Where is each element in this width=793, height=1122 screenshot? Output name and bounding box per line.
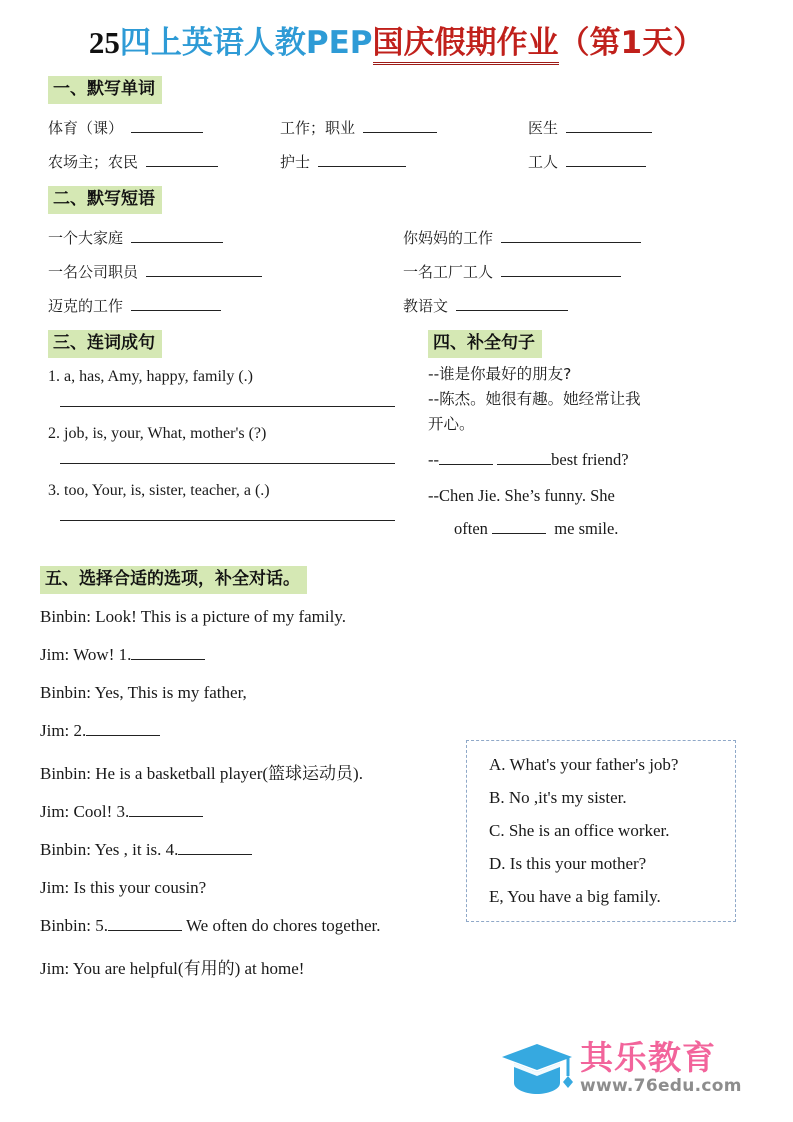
word-label: 体育（课）	[48, 119, 124, 138]
phrase-item	[403, 261, 621, 282]
title-main: 国庆假期作业	[373, 25, 559, 65]
section-4-heading: 四、补全句子	[428, 330, 542, 358]
answer-line[interactable]	[60, 406, 395, 407]
answer-blank[interactable]	[501, 227, 641, 243]
section-4	[420, 330, 793, 542]
answer-blank[interactable]	[497, 450, 551, 465]
phrase-label: 教语文	[403, 297, 449, 316]
section-1-row	[48, 117, 753, 138]
answer-line-text: --Chen Jie. She’s funny. She	[428, 486, 615, 506]
word-label: 农场主；农民	[48, 153, 139, 172]
option-item[interactable]: B. No ,it's my sister.	[489, 788, 627, 807]
section-2-heading-row	[48, 186, 793, 214]
fill-in-suffix: best friend?	[551, 450, 629, 470]
answer-blank[interactable]	[318, 151, 406, 167]
word-item	[528, 117, 652, 138]
logo-website-url: www.76edu.com	[580, 1076, 742, 1096]
word-label: 护士	[280, 153, 311, 172]
title-year-number: 25	[88, 25, 120, 60]
phrase-label: 一个大家庭	[48, 229, 124, 248]
speaker-label: Binbin:	[40, 764, 92, 784]
dialogue-text: Yes, This is my father,	[94, 683, 247, 703]
word-label: 医生	[528, 119, 559, 138]
speaker-label: Jim:	[40, 721, 70, 741]
logo-brand-name: 其乐教育	[580, 1038, 716, 1077]
fill-in-line	[428, 447, 793, 474]
answer-blank[interactable]	[566, 151, 646, 167]
fill-in-line	[428, 516, 793, 543]
sentence-order-question: 2. job, is, your, What, mother's (?)	[48, 425, 267, 442]
prompt-line: --陈杰。她很有趣。她经常让我	[428, 390, 641, 409]
section-1-row	[48, 151, 753, 172]
section-1-heading-row	[48, 76, 793, 104]
speaker-label: Binbin:	[40, 840, 92, 860]
answer-blank[interactable]	[131, 227, 223, 243]
speaker-label: Jim:	[40, 802, 70, 822]
speaker-label: Jim:	[40, 645, 70, 665]
answer-blank[interactable]	[131, 117, 203, 133]
speaker-label: Binbin:	[40, 683, 92, 703]
sentence-order-question: 3. too, Your, is, sister, teacher, a (.)	[48, 482, 270, 499]
section-2-heading: 二、默写短语	[48, 186, 162, 214]
dialogue-text: You are helpful(有用的) at home!	[72, 959, 305, 979]
answer-blank[interactable]	[501, 261, 621, 277]
answer-blank[interactable]	[131, 645, 205, 660]
site-logo	[500, 1040, 742, 1096]
word-item	[280, 117, 528, 138]
answer-blank[interactable]	[131, 295, 221, 311]
speaker-label: Jim:	[40, 959, 70, 979]
word-item	[528, 151, 646, 172]
option-item[interactable]: A. What's your father's job?	[489, 755, 679, 774]
graduation-cap-icon	[500, 1040, 574, 1096]
answer-blank[interactable]	[146, 261, 262, 277]
section-5-heading-row	[40, 566, 793, 594]
dialogue-text: Yes , it is. 4.	[94, 840, 179, 860]
section-2-row	[48, 261, 753, 282]
answer-line[interactable]	[60, 463, 395, 464]
dialogue-text: Cool! 3.	[73, 802, 130, 822]
phrase-item	[48, 295, 403, 316]
answer-blank[interactable]	[439, 450, 493, 465]
phrase-label: 迈克的工作	[48, 297, 124, 316]
answer-blank[interactable]	[108, 916, 182, 931]
answer-blank[interactable]	[146, 151, 218, 167]
prompt-line: 开心。	[428, 415, 475, 434]
section-3	[0, 330, 420, 542]
word-item	[48, 151, 280, 172]
speaker-label: Binbin:	[40, 607, 92, 627]
section-2-row	[48, 227, 753, 248]
dialogue-line	[40, 645, 793, 665]
dialogue-text: Is this your cousin?	[73, 878, 207, 898]
sections-3-4-wrapper	[0, 330, 793, 542]
answer-line[interactable]	[60, 520, 395, 521]
title-day: （第1天）	[558, 25, 705, 61]
answer-blank[interactable]	[178, 840, 252, 855]
answer-blank[interactable]	[492, 519, 546, 534]
dialogue-text: He is a basketball player(篮球运动员).	[95, 764, 363, 784]
section-1-heading: 一、默写单词	[48, 76, 162, 104]
word-item	[48, 117, 280, 138]
answer-blank[interactable]	[363, 117, 437, 133]
phrase-item	[403, 295, 568, 316]
option-item[interactable]: D. Is this your mother?	[489, 854, 647, 873]
dialogue-text: 2.	[73, 721, 87, 741]
dialogue-line	[40, 721, 793, 741]
option-item[interactable]: E, You have a big family.	[489, 887, 661, 906]
section-3-heading-row	[48, 330, 420, 358]
dialogue-text: Look! This is a picture of my family.	[95, 607, 346, 627]
dialogue-line	[40, 607, 793, 627]
word-item	[280, 151, 528, 172]
dialogue-tail: We often do chores together.	[182, 916, 381, 936]
phrase-label: 一名工厂工人	[403, 263, 494, 282]
option-item[interactable]: C. She is an office worker.	[489, 821, 670, 840]
answer-blank[interactable]	[456, 295, 568, 311]
section-5-heading: 五、选择合适的选项，补全对话。	[40, 566, 307, 594]
dialogue-text: Wow! 1.	[73, 645, 132, 665]
prompt-line: --谁是你最好的朋友?	[428, 365, 572, 383]
fill-in-suffix: me smile.	[554, 518, 619, 538]
word-label: 工作；职业	[280, 119, 356, 138]
dialogue-text: 5.	[95, 916, 109, 936]
dash-prefix: --	[428, 450, 439, 470]
phrase-label: 你妈妈的工作	[403, 229, 494, 248]
page-title	[0, 0, 793, 62]
answer-blank[interactable]	[566, 117, 652, 133]
logo-text-block	[580, 1038, 742, 1096]
answer-blank[interactable]	[129, 802, 203, 817]
section-2-row	[48, 295, 753, 316]
phrase-label: 一名公司职员	[48, 263, 139, 282]
answer-blank[interactable]	[86, 721, 160, 736]
phrase-item	[48, 227, 403, 248]
phrase-item	[403, 227, 641, 248]
phrase-item	[48, 261, 403, 282]
options-box	[466, 740, 736, 922]
dialogue-line	[40, 683, 793, 703]
word-label: 工人	[528, 153, 559, 172]
speaker-label: Binbin:	[40, 916, 92, 936]
speaker-label: Jim:	[40, 878, 70, 898]
dialogue-line	[40, 954, 793, 979]
sentence-order-question: 1. a, has, Amy, happy, family (.)	[48, 368, 253, 385]
title-subject: 四上英语人教PEP	[119, 25, 373, 61]
section-3-heading: 三、连词成句	[48, 330, 162, 358]
section-4-heading-row	[428, 330, 793, 358]
fill-in-prefix: often	[454, 518, 488, 538]
